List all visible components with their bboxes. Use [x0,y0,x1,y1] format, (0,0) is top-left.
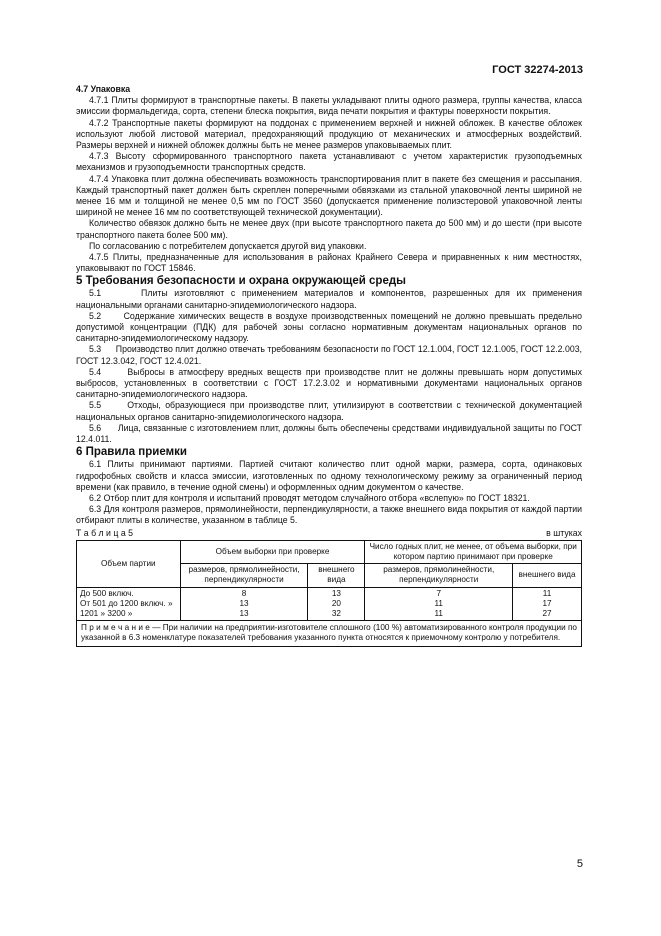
paragraph-4-7-3: 4.7.3 Высоту сформированного транспортного пакета устанавливают с учетом характеристик грузоподъемных механизмов и грузоподъемности транспортных средств. [76,151,582,173]
section-5-title: 5 Требования безопасности и охрана окружающей среды [76,275,406,288]
table-5-units: в штуках [546,527,582,538]
paragraph-5-6: 5.6 Лица, связанные с изготовлением плит, должны быть обеспечены средствами индивидуальной защиты по ГОСТ 12.4.011. [76,422,585,445]
paragraph-5-5: 5.5 Отходы, образующиеся при производстве плит, утилизируют в соответствии с технической документацией национальных органов санитарно-эпидемиологического надзора. [76,400,585,422]
header-sample-size: Объем выборки при проверке [180,540,365,563]
page-number: 5 [576,858,583,870]
paragraph-5-3: 5.3 Производство плит должно отвечать требованиям безопасности по ГОСТ 12.1.004, ГОСТ 12.1.005, ГОСТ 12.2.003, ГОСТ 12.3.042, ГОСТ 12.4.021. [76,344,585,366]
paragraph-4-7-2: 4.7.2 Транспортные пакеты формируют на поддонах с применением верхней и нижней обложек. В качестве обложек используют любой листовой материал, предохраняющий продукцию от механических и атмосферных воздействий. Размеры верхней и нижней обложек должны быть не менее размеров упаковываемых плит. [76,117,582,151]
standard-code: ГОСТ 32274-2013 [492,64,583,76]
header-lot-size: Объем партии [77,540,181,587]
table-5-caption-row [76,528,582,539]
header-sample-visual: внешнего вида [308,564,365,587]
section-6-title: 6 Правила приемки [76,446,187,459]
note-label: П р и м е ч а н и е [81,623,150,633]
paragraph-4-7-4: 4.7.4 Упаковка плит должна обеспечивать возможность транспортирования плит в пакете без смещения и рассыпания. Каждый транспортный пакет должен быть скреплен поперечными обвязками из стальной упаковочной ленты шириной не менее 16 мм и толщиной не менее 0,5 мм по ГОСТ 3560 (допускается применение полиэстеровой упаковочной ленты шириной не менее 16 мм по соответствующей технической документации). [76,173,582,218]
table-5 [76,540,582,647]
paragraph-5-2: 5.2 Содержание химических веществ в воздухе производственных помещений не должно превышать предельно допустимой концентрации (ПДК) для рабочей зоны согласно нормативным документам национальных органов по санитарно-эпидемиологическому надзору. [76,310,585,344]
cell-sample-visual: 13 20 32 [308,587,365,621]
cell-sample-dims: 8 13 13 [180,587,308,621]
cell-lots: До 500 включ. От 501 до 1200 включ. » 1201 » 3200 » [77,587,181,621]
table-note [77,621,582,646]
table-5-caption: Т а б л и ц а 5 [76,527,133,538]
header-good-visual: внешнего вида [513,564,582,587]
header-good-plates: Число годных плит, не менее, от объема выборки, при котором партию принимают при проверке [365,540,582,563]
section-4-7-title: 4.7 Упаковка [76,84,131,94]
cell-good-dims: 7 11 11 [365,587,513,621]
paragraph-6-2: 6.2 Отбор плит для контроля и испытаний проводят методом случайного отбора «вслепую» по ГОСТ 18321. [89,492,530,503]
paragraph-5-4: 5.4 Выбросы в атмосферу вредных веществ при производстве плит не должны превышать норм допустимых выбросов, установленных в соответствии с ГОСТ 17.2.3.02 и нормативными документами национальных органов санитарно-эпидемиологического надзора. [76,366,585,400]
header-sample-dims: размеров, прямолинейности, перпендикулярности [180,564,308,587]
paragraph-4-7-5: 4.7.5 Плиты, предназначенные для использования в районах Крайнего Севера и приравненных к ним местностях, упаковывают по ГОСТ 15846. [76,252,582,274]
cell-good-visual: 11 17 27 [513,587,582,621]
paragraph-4-7-1: 4.7.1 Плиты формируют в транспортные пакеты. В пакеты укладывают плиты одного размера, группы качества, класса эмиссии формальдегида, сорта, степени блеска покрытия, вида печати покрытия и фактуры поверхности покрытия. [76,95,582,117]
paragraph-4-7-4-agreement: По согласованию с потребителем допускается другой вид упаковки. [89,240,367,251]
header-good-dims: размеров, прямолинейности, перпендикулярности [365,564,513,587]
paragraph-6-1: 6.1 Плиты принимают партиями. Партией считают количество плит одной марки, размера, сорта, одинаковых гидрофобных свойств и класса эмиссии, изготовленных по одному технологическому режиму за ограниченный период времени (как правило, в течение одной смены) и оформленных одним документом о качестве. [76,459,582,492]
table-row [77,587,582,621]
paragraph-6-3: 6.3 Для контроля размеров, прямолинейности, перпендикулярности, а также внешнего вида покрытия от каждой партии отбирают плиты в количестве, указанном в таблице 5. [76,504,582,526]
table-header-row-1 [77,540,582,563]
table-note-row [77,621,582,646]
paragraph-5-1: 5.1 Плиты изготовляют с применением материалов и компонентов, разрешенных для их применения национальными органами санитарно-эпидемиологического надзора. [76,288,585,310]
document-body [76,84,585,647]
paragraph-4-7-4-ties: Количество обвязок должно быть не менее двух (при высоте транспортного пакета до 500 мм) и до шести (при высоте транспортного пакета более 500 мм). [76,218,582,240]
note-text: — При наличии на предприятии-изготовителе сплошного (100 %) автоматизированного контроля продукции по указанной в 6.3 номенклатуре показателей требования указанного пункта относятся к приемочному контролю у потребителя. [81,623,577,643]
